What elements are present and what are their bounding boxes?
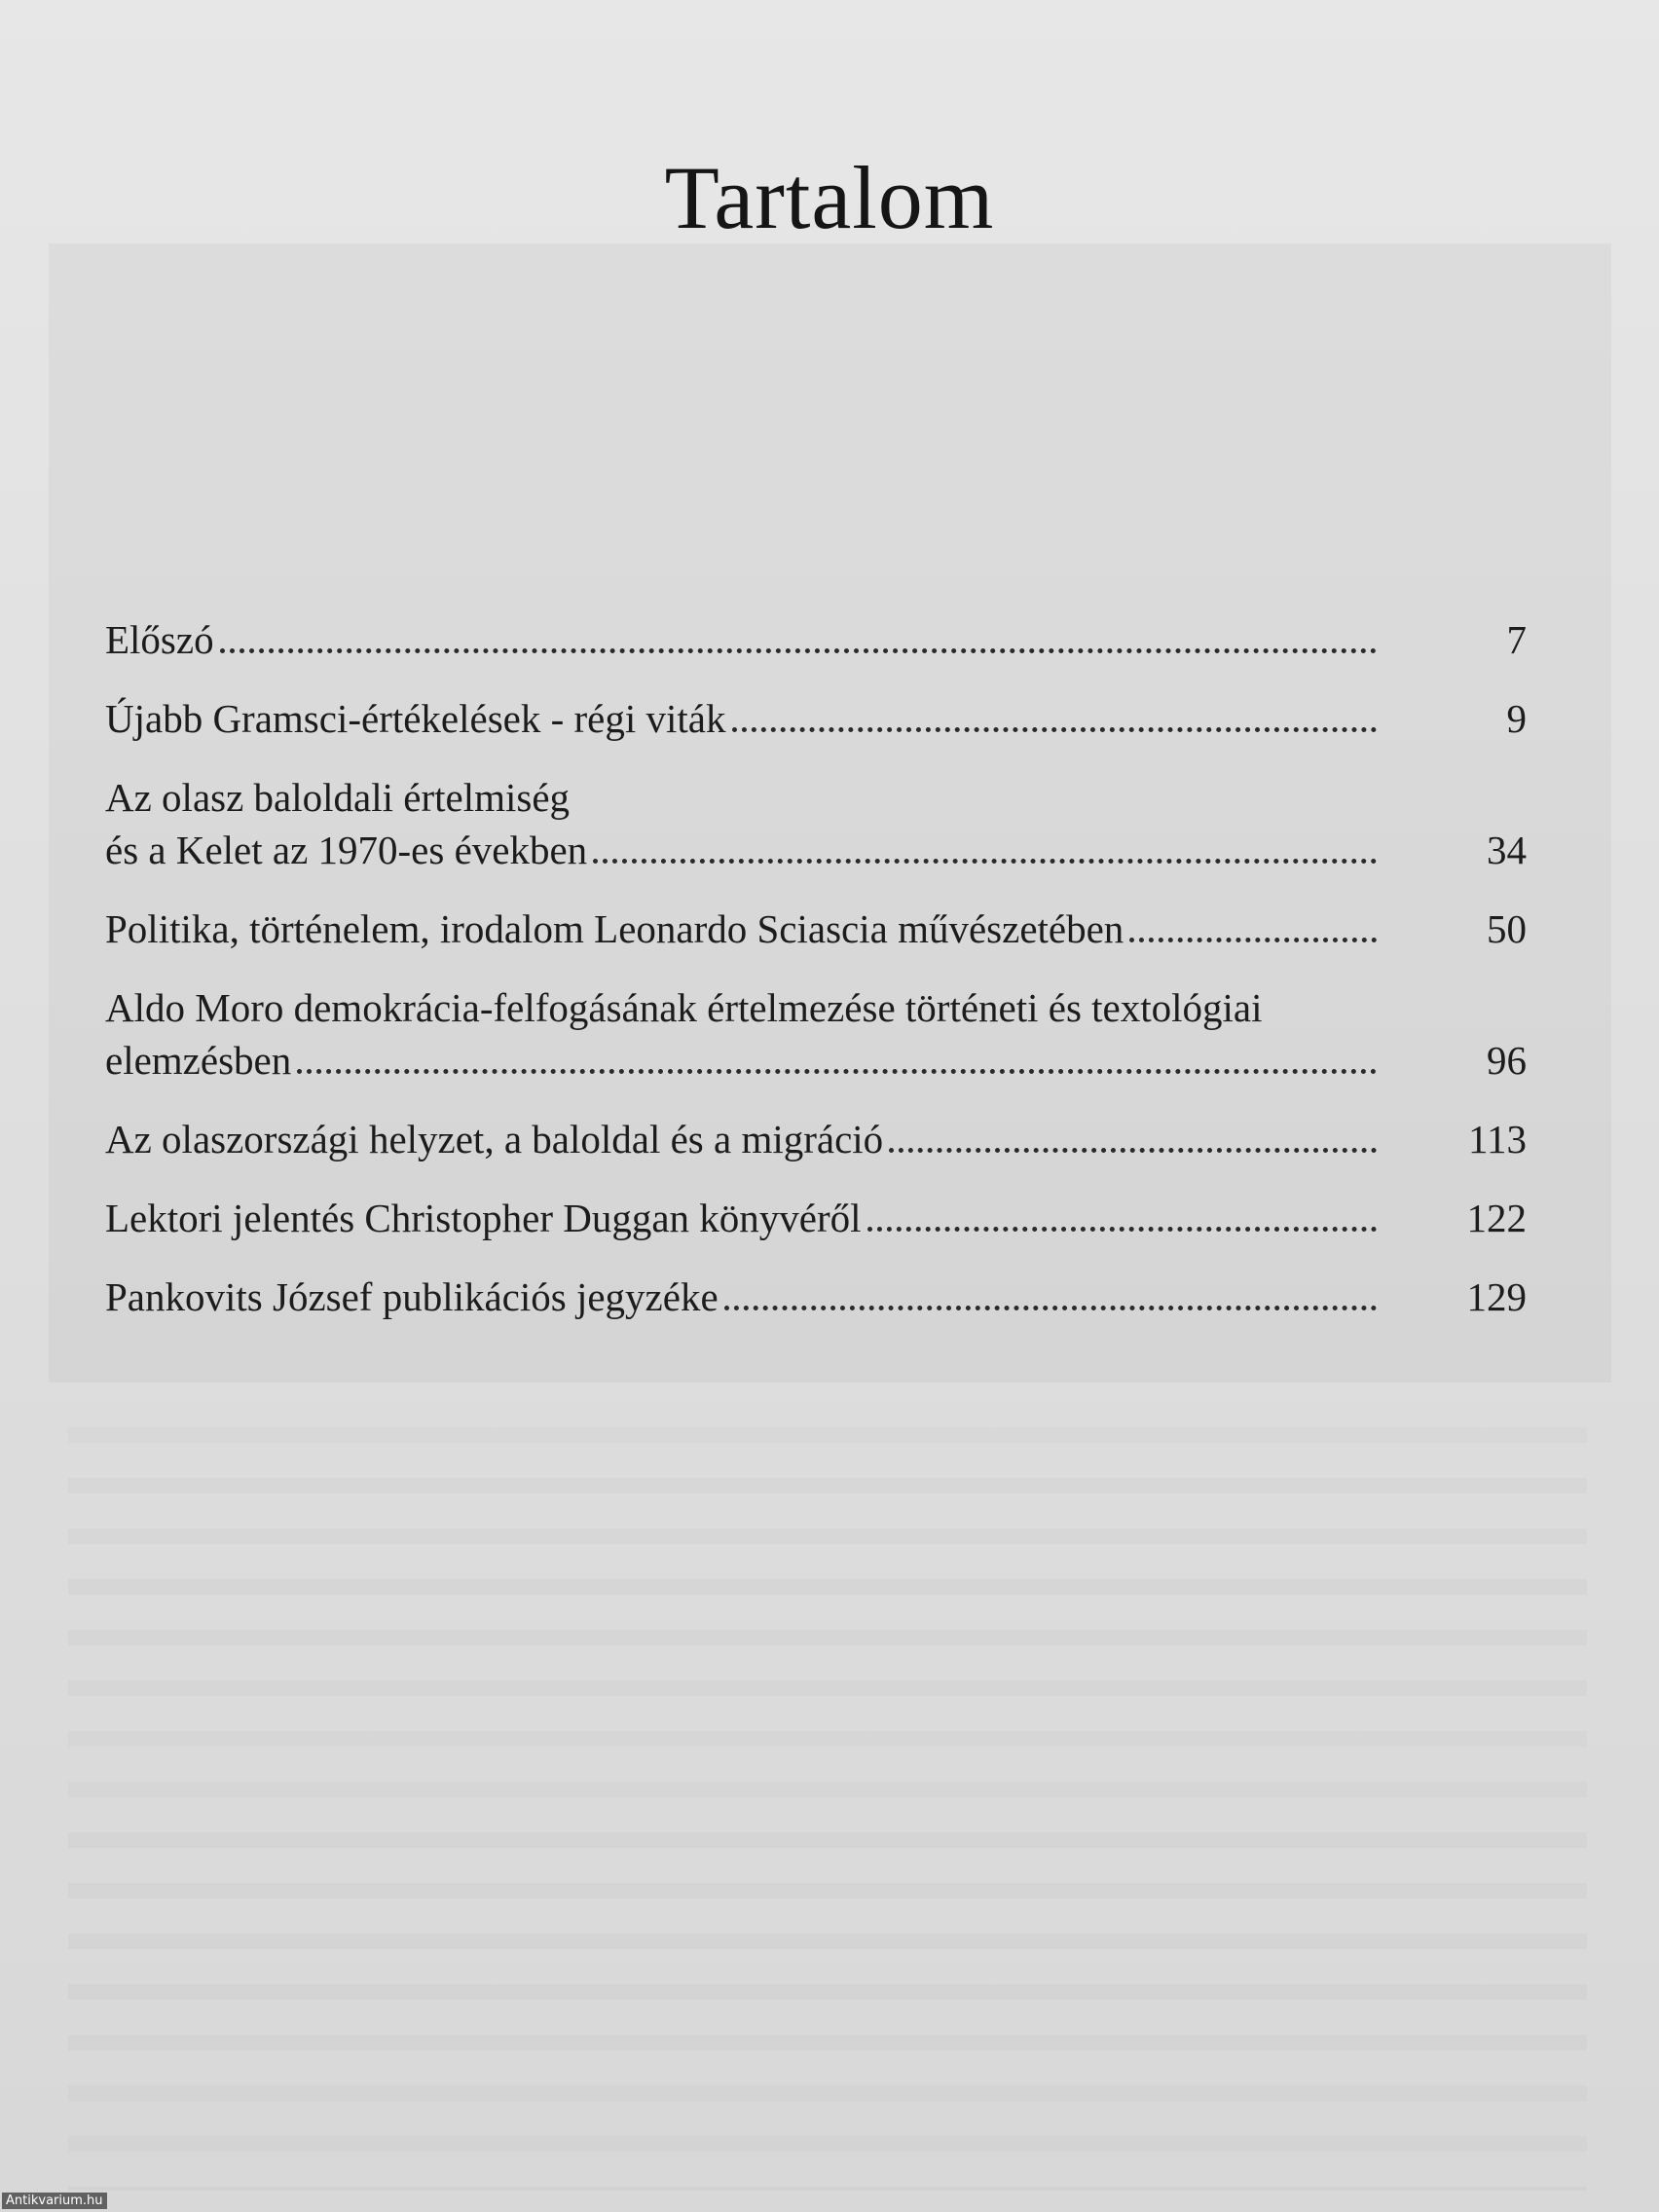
toc-entry-title [105, 613, 1381, 666]
toc-page-number: 129 [1466, 1274, 1527, 1319]
toc-page-number: 96 [1487, 1038, 1527, 1083]
toc-entry [105, 692, 1527, 745]
toc-entry-line: és a Kelet az 1970-es években [105, 828, 588, 872]
toc-entry-title [105, 1271, 1381, 1323]
toc-entry-title [105, 1192, 1381, 1244]
watermark: Antikvarium.hu [2, 2193, 107, 2209]
dot-leader [732, 727, 1377, 732]
dot-leader [220, 648, 1377, 653]
dot-leader [297, 1069, 1377, 1074]
toc-entry-line: Újabb Gramsci-értékelések - régi viták [105, 696, 726, 741]
toc-entry-line: Pankovits József publikációs jegyzéke [105, 1274, 719, 1319]
toc-entry [105, 981, 1527, 1087]
bleed-through-text [68, 1392, 1587, 2191]
toc-entry-line: Előszó [105, 617, 214, 662]
toc-entry-title [105, 981, 1381, 1087]
dot-leader [889, 1148, 1377, 1153]
dot-leader [593, 859, 1377, 864]
toc-page-number: 7 [1506, 617, 1527, 662]
toc-entry-title [105, 692, 1381, 745]
toc-entry-line: Az olaszországi helyzet, a baloldal és a migráció [105, 1117, 884, 1161]
toc-entry [105, 1192, 1527, 1244]
toc-page-number: 50 [1487, 906, 1527, 951]
toc-entry [105, 1271, 1527, 1323]
page-title: Tartalom [664, 148, 995, 247]
toc-page-number: 34 [1487, 828, 1527, 872]
toc-entry-line: elemzésben [105, 1038, 292, 1083]
toc-entry-line: Az olasz baloldali értelmiség [105, 775, 571, 820]
toc-entry [105, 771, 1527, 876]
toc-entry [105, 903, 1527, 955]
dot-leader [867, 1227, 1377, 1232]
toc-entry [105, 613, 1527, 666]
toc-entry-title [105, 771, 1381, 876]
toc-entry-line: Politika, történelem, irodalom Leonardo Sciascia művészetében [105, 906, 1124, 951]
toc-entry-title [105, 903, 1381, 955]
toc-entry [105, 1113, 1527, 1165]
table-of-contents [105, 613, 1527, 1349]
toc-entry-title [105, 1113, 1381, 1165]
toc-page-number: 113 [1468, 1117, 1527, 1161]
toc-page-number: 9 [1506, 696, 1527, 741]
toc-entry-line: Aldo Moro demokrácia-felfogásának értelmezése történeti és textológiai [105, 985, 1263, 1030]
toc-entry-line: Lektori jelentés Christopher Duggan könyvéről [105, 1196, 862, 1240]
dot-leader [1129, 938, 1377, 942]
dot-leader [724, 1306, 1377, 1310]
toc-page-number: 122 [1466, 1196, 1527, 1240]
